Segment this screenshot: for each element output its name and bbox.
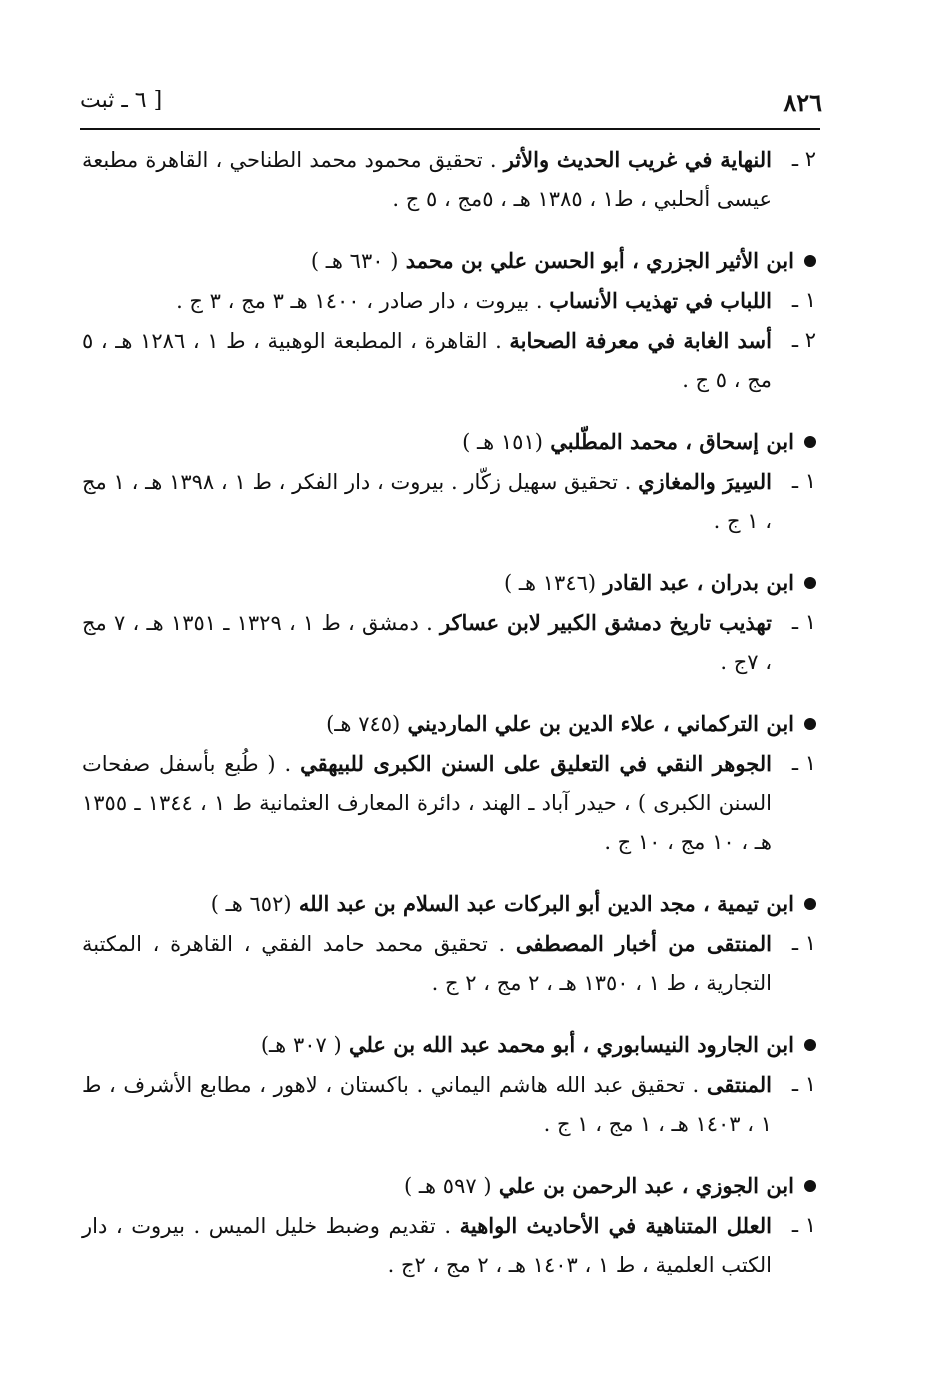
bibliography-entry [82,422,816,541]
work-number: ١ ـ [791,931,816,955]
work-details: . تقديم وضبط خليل الميس . بيروت ، دار الكتب العلمية ، ط ١ ، ١٤٠٣ هـ ، ٢ مج ، ٢ج . [82,1214,772,1277]
work-number: ١ ـ [791,751,816,775]
bullet-icon [804,718,816,730]
work-number: ١ ـ [791,288,816,312]
author-death-date: (١٥١ هـ ) [462,430,543,454]
bibliography-entry [82,704,816,862]
work-title: اللباب في تهذيب الأنساب [549,288,772,313]
author-name: ابن بدران ، عبد القادر [603,570,794,595]
author-name: ابن الجارود النيسابوري ، أبو محمد عبد الله بن علي [348,1032,794,1057]
bibliography-entry [82,1166,816,1285]
author-death-date: ( ٥٩٧ هـ ) [404,1174,492,1198]
bullet-icon [804,577,816,589]
work-number: ١ ـ [791,469,816,493]
work-title: النهاية في غريب الحديث والأثر [503,147,772,172]
bullet-icon [804,436,816,448]
author-name: ابن الأثير الجزري ، أبو الحسن علي بن محمد [405,248,794,273]
author-death-date: (٧٤٥ هـ) [326,712,401,736]
work-details: . ( طُبع بأسفل صفحات السنن الكبرى ) ، حيدر آباد ـ الهند ، دائرة المعارف العثمانية ط ١ ، ١٣٤٤ ـ ١٣٥٥ هـ ، ١٠ مج ، ١٠ ج . [82,752,772,854]
work-title: تهذيب تاريخ دمشق الكبير لابن عساكر [439,610,772,635]
work-title: أسد الغابة في معرفة الصحابة [509,328,772,353]
work-title: المنتقى [706,1072,772,1097]
work-details: . دمشق ، ط ١ ، ١٣٢٩ ـ ١٣٥١ هـ ، ٧ مج ، ٧ج . [82,611,772,674]
work-item [82,462,816,541]
bullet-icon [804,1039,816,1051]
bullet-icon [804,255,816,267]
work-title: المنتقى من أخبار المصطفى [515,931,772,956]
bibliography-entry [82,884,816,1003]
work-item [82,603,816,682]
work-item [82,924,816,1003]
work-item [82,281,816,321]
work-number: ٢ ـ [791,328,816,352]
author-death-date: (٦٥٢ هـ ) [210,892,292,916]
work-item [82,1065,816,1144]
author-death-date: ( ٦٣٠ هـ ) [310,249,399,273]
work-title: الجوهر النقي في التعليق على السنن الكبرى للبيهقي [300,751,773,776]
page-number: ٨٢٦ [783,88,822,117]
work-details: . تحقيق عبد الله هاشم اليماني . باكستان ، لاهور ، مطابع الأشرف ، ط ١ ، ١٤٠٣ هـ ، ١ مج ، ١ ج . [82,1073,772,1136]
work-number: ١ ـ [791,1213,816,1237]
work-details: . بيروت ، دار صادر ، ١٤٠٠ هـ ٣ مج ، ٣ ج . [176,289,543,313]
running-title: [ ٦ ـ ثبت [80,88,163,113]
bibliography-entry [82,563,816,682]
work-title: العلل المتناهية في الأحاديث الواهية [459,1213,773,1238]
work-item [82,1206,816,1285]
author-line [82,563,816,603]
bibliography [82,140,816,1285]
bibliography-entry [82,1025,816,1144]
work-details: . تحقيق محمود محمد الطناحي ، القاهرة مطبعة عيسى ألحلبي ، ط١ ، ١٣٨٥ هـ ، ٥مج ، ٥ ج . [82,148,772,211]
header-rule [80,128,820,130]
author-name: ابن الجوزي ، عبد الرحمن بن علي [498,1173,794,1198]
work-number: ٢ ـ [791,147,816,171]
author-death-date: (١٣٤٦ هـ ) [503,571,597,595]
bullet-icon [804,898,816,910]
page-header [80,82,822,122]
author-line [82,422,816,462]
work-details: . تحقيق سهيل زكّار . بيروت ، دار الفكر ، ط ١ ، ١٣٩٨ هـ ، ١ مج ، ١ ج . [82,470,772,533]
intro-work [82,140,816,219]
work-number: ١ ـ [791,610,816,634]
author-name: ابن إسحاق ، محمد المطّلبي [550,429,794,454]
bibliography-entry [82,241,816,400]
author-death-date: ( ٣٠٧ هـ) [260,1033,342,1057]
author-name: ابن تيمية ، مجد الدين أبو البركات عبد السلام بن عبد الله [298,891,794,916]
author-line [82,1025,816,1065]
entry-list [82,241,816,1285]
work-title: السِيرَ والمغازي [638,469,772,494]
work-item [82,744,816,862]
author-line [82,704,816,744]
author-name: ابن التركماني ، علاء الدين بن علي المارديني [407,711,794,736]
work-item [82,321,816,400]
bullet-icon [804,1180,816,1192]
work-number: ١ ـ [791,1072,816,1096]
work-details: . تحقيق محمد حامد الفقي ، القاهرة ، المكتبة التجارية ، ط ١ ، ١٣٥٠ هـ ، ٢ مج ، ٢ ج . [82,932,772,995]
work-details: . القاهرة ، المطبعة الوهبية ، ط ١ ، ١٢٨٦ هـ ، ٥ مج ، ٥ ج . [82,329,772,392]
author-line [82,1166,816,1206]
author-line [82,884,816,924]
author-line [82,241,816,281]
